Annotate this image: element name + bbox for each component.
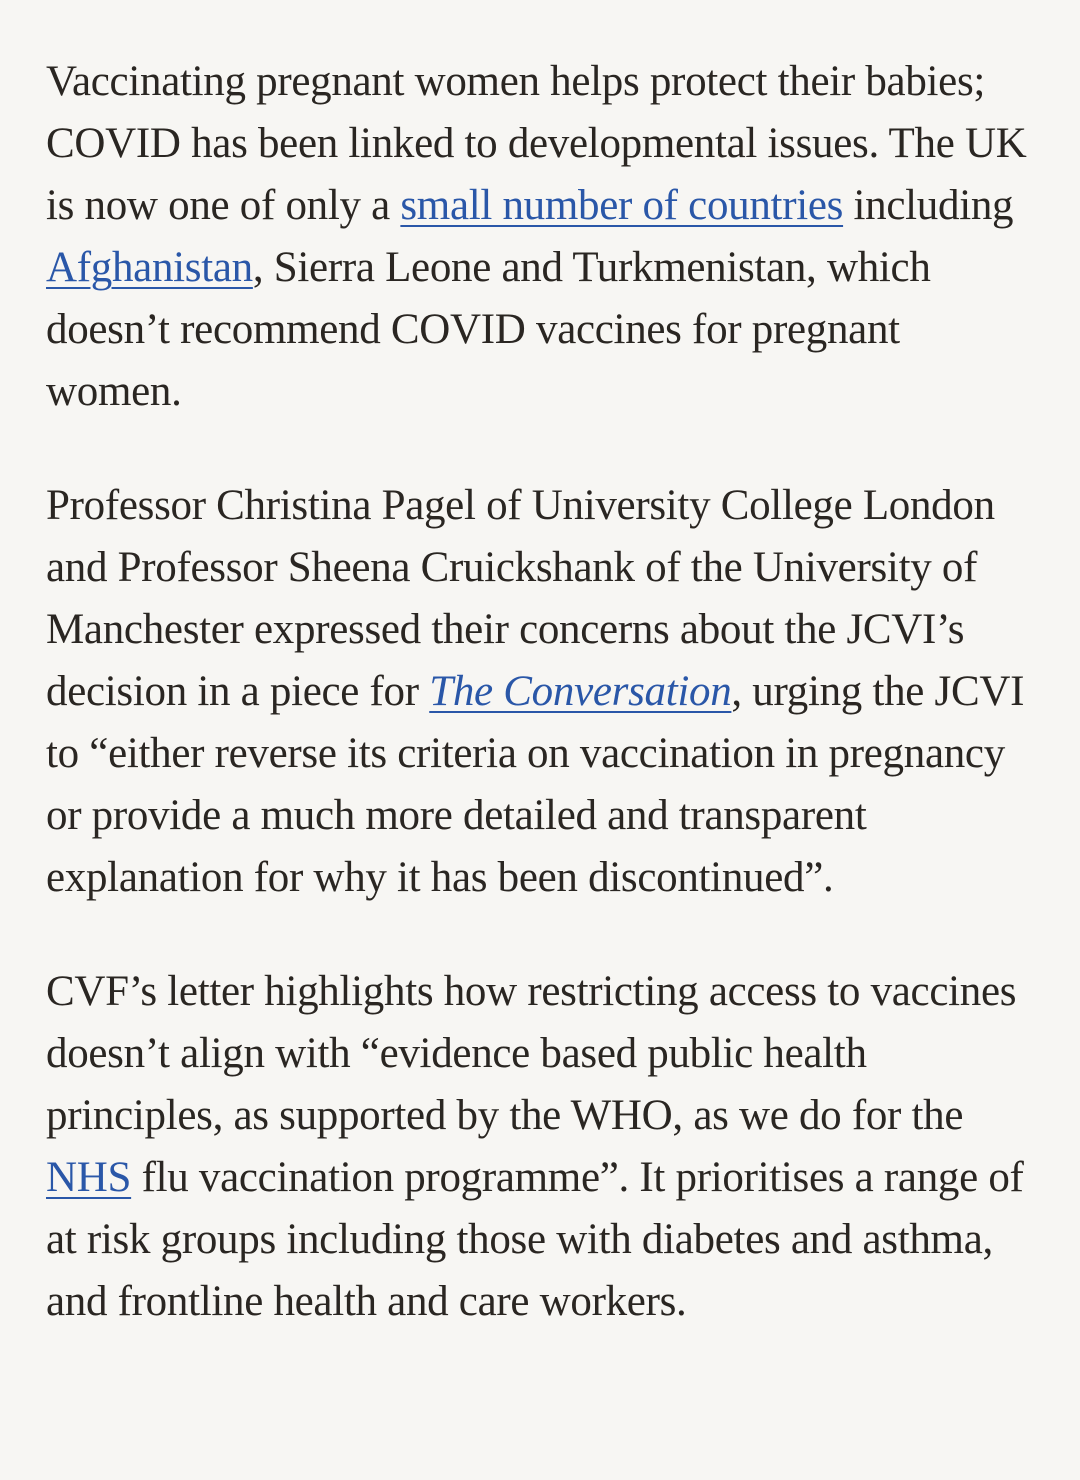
- paragraph-text: including: [843, 182, 1014, 229]
- the-conversation-link[interactable]: The Conversation: [429, 668, 732, 715]
- paragraph-text: Professor Christina Pagel of University College London and Professor Sheena Cruickshank of the University of Manchester expressed their concerns about the JCVI’s decision in a piece for: [46, 482, 995, 715]
- paragraph-text: , urging the JCVI to “either reverse its criteria on vaccination in pregnancy or provide a much more detailed and transparent explanation for why it has been discontinued”.: [46, 668, 1025, 901]
- paragraph-text: Vaccinating pregnant women helps protect their babies; COVID has been linked to developmental issues. The UK is now one of only a: [46, 58, 1027, 229]
- paragraph-professors-concerns: [46, 475, 1036, 909]
- paragraph-text: CVF’s letter highlights how restricting access to vaccines doesn’t align with “evidence based public health principles, as supported by the WHO, as we do for the: [46, 968, 1017, 1139]
- nhs-link[interactable]: NHS: [46, 1154, 132, 1201]
- paragraph-cvf-letter: [46, 961, 1036, 1333]
- afghanistan-link[interactable]: Afghanistan: [46, 244, 253, 291]
- paragraph-text: , Sierra Leone and Turkmenistan, which doesn’t recommend COVID vaccines for pregnant women.: [46, 244, 931, 415]
- article-body: [46, 51, 1036, 1385]
- paragraph-pregnancy-vaccination: [46, 51, 1036, 423]
- small-number-of-countries-link[interactable]: small number of countries: [400, 182, 844, 229]
- paragraph-text: flu vaccination programme”. It prioritises a range of at risk groups including those with diabetes and asthma, and frontline health and care workers.: [46, 1154, 1024, 1325]
